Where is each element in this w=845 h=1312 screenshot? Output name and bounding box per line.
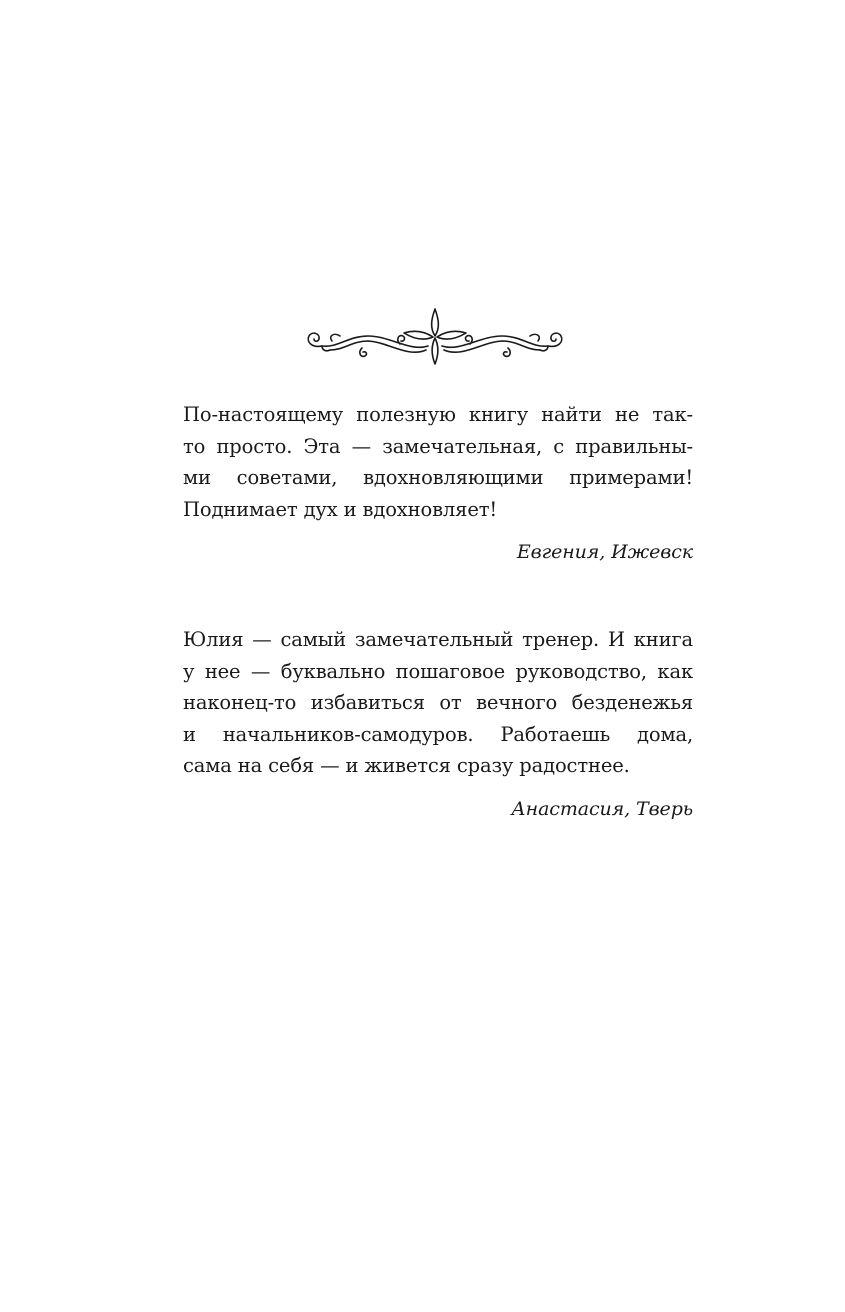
testimonial-text-line: наконец-то избавиться от вечного безденежья bbox=[183, 691, 693, 714]
testimonial-2 bbox=[183, 624, 693, 825]
testimonial-author: Анастасия, Тверь bbox=[511, 797, 693, 820]
floral-divider-icon bbox=[300, 306, 570, 368]
testimonial-1 bbox=[183, 399, 693, 569]
testimonial-text-line: ми советами, вдохновляющими примерами! bbox=[183, 466, 693, 489]
testimonial-text-line: и начальников-самодуров. Работаешь дома, bbox=[183, 722, 693, 746]
testimonial-text-line: сама на себя — и живется сразу радостнее. bbox=[183, 754, 630, 777]
testimonial-text-line: По-настоящему полезную книгу найти не так- bbox=[183, 403, 693, 426]
testimonial-author: Евгения, Ижевск bbox=[516, 541, 693, 563]
testimonial-text-line: Юлия — самый замечательный тренер. И книга bbox=[183, 628, 693, 651]
testimonial-text-line: Поднимает дух и вдохновляет! bbox=[183, 497, 498, 521]
testimonial-text-line: у нее — буквально пошаговое руководство, как bbox=[183, 659, 693, 683]
testimonial-text-line: то просто. Эта — замечательная, с правильны- bbox=[183, 434, 693, 458]
